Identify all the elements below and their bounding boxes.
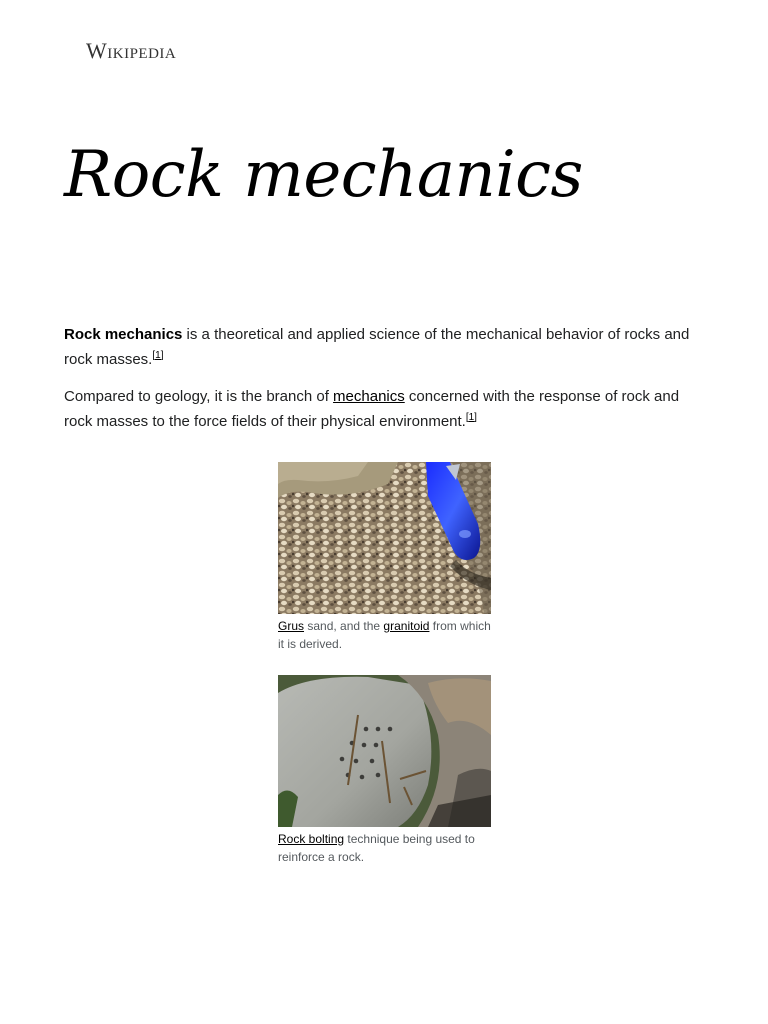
caption-text: sand, and the [304,619,384,633]
grus-sand-photo[interactable] [278,462,491,614]
figure-rock-bolting [278,675,491,866]
paragraph-text: is a theoretical and applied science of the mechanical behavior of rocks and rock masses. [64,326,690,368]
citation [152,350,163,361]
rock-bolting-photo[interactable] [278,675,491,827]
second-paragraph [64,385,706,434]
page-title: Rock mechanics [64,138,583,212]
figure-caption [278,618,491,653]
bold-term: Rock mechanics [64,326,183,343]
rock-bolting-link[interactable]: Rock bolting [278,832,345,846]
paragraph-text: concerned with the response of rock and rock masses to the force fields of their physical environment. [64,388,680,430]
figure-grus [278,462,491,653]
citation-link[interactable]: [1] [152,349,164,361]
caption-text: technique being used to reinforce a rock. [278,832,475,864]
granitoid-link[interactable]: granitoid [383,619,430,633]
figure-caption [278,831,491,866]
citation [466,412,477,423]
paragraph-text: Compared to geology, it is the branch of [64,388,334,405]
caption-text: from which it is derived. [278,619,491,651]
wikipedia-logo[interactable]: Wikipedia [86,38,177,63]
citation-link[interactable]: [1] [465,411,477,423]
article-body [64,323,706,447]
grus-link[interactable]: Grus [278,619,305,633]
mechanics-link[interactable]: mechanics [333,388,405,405]
intro-paragraph [64,323,706,372]
